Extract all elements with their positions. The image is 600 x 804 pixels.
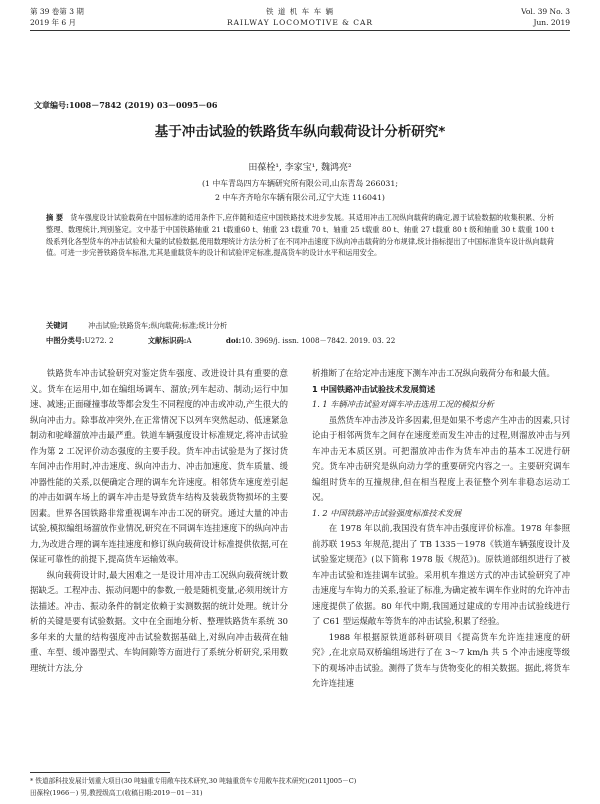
footnote-divider [30,772,170,773]
body-paragraph: 析推断了在给定冲击速度下测车冲击工况纵向载荷分布和最大值。 [312,368,555,378]
body-paragraph: 铁路货车冲击试验研究对鉴定货车强度、改进设计具有重要的意义。货车在运用中,如在编组场调车、溜放;列车起动、制动;运行中加速、减速;正面碰撞事故等都会发生不同程度的冲击或冲动,产生很大的纵向冲击力。除事故冲突外,在正常情况下以列车突然起动、低速紧急制动和驼峰溜放冲击最严重。铁道车辆强度设计标准规定,将冲击试验作为第 2 工况评价动态强度的主要手段。货车冲击试验是为了探讨货车间冲击作用时,冲击速度、纵向冲击力、冲击加速度、货车质量、缓冲器性能的关系,以便确定合理的调车允许速度。相邻货车速度差引起的冲击如调车场上的调车冲击是导致货车结构及装载货物损坏的主要因素。世界各国铁路非常重视调车冲击工况的研究。通过大量的冲击试验,模拟编组场溜放作业情况,研究在不同调车连挂速度下的纵向冲击力,为改进合理的调车连挂速度和修订纵向载荷设计标准提供依据,可在保证可靠性的前提下,提高货车运输效率。 [30,368,288,564]
volume-issue-en: Vol. 39 No. 3 [521,7,570,16]
left-column [30,366,288,676]
right-column [312,366,570,692]
date-cn: 2019 年 6 月 [30,18,77,27]
subsection-heading: 1. 1 车辆冲击试验对调车冲击选用工况的模拟分析 [312,399,494,409]
body-paragraph: 在 1978 年以前,我国没有货车冲击强度评价标准。1978 年参照前苏联 1953 年规范,提出了 TB 1335－1978《铁道车辆强度设计及试验鉴定规范》(以下简称 1978 版《规范》)。原铁道部组织进行了被车冲击试验和连挂调车试验。采用机车推送方式的冲击试验研究了冲击速度与车钩力的关系,验证了标准,为确定被车调车作业时的允许冲击速度提供了依据。80 年代中期,我国通过建成的专用冲击试验线进行了 C61 型运煤敞车等货车的冲击试验,积累了经验。 [312,523,570,626]
footnote-author: 田葆栓(1966－) 男,教授级高工(收稿日期:2019－01－31) [30,789,203,797]
volume-issue-cn: 第 39 卷第 3 期 [30,7,84,16]
header-right [521,6,570,28]
header-center [30,6,570,28]
doi-value: 10. 3969/j. issn. 1008－7842. 2019. 03. 22 [241,336,396,345]
article-number: 文章编号:1008－7842 (2019) 03－0095－06 [34,100,218,110]
journal-name-en: RAILWAY LOCOMOTIVE & CAR [226,18,374,27]
authors: 田葆栓¹, 李家宝¹, 魏鸿亮² [248,163,352,173]
abstract [46,212,554,259]
footnote-funding: * 铁道部科技发展计划重大项目(30 吨轴重专用敞车技术研究,30 吨轴重货车专用敞车技术研究)(2011J005－C) [30,777,357,785]
clc-value: U272. 2 [84,336,114,345]
footnote [30,775,570,799]
affiliation-1: (1 中车青岛四方车辆研究所有限公司,山东青岛 266031; [202,179,398,188]
subsection-heading: 1. 2 中国铁路冲击试验强度标准技术发展 [312,507,462,518]
affiliation-2: 2 中车齐齐哈尔车辆有限公司,辽宁大连 116041) [215,193,385,202]
keywords-label: 关键词 [46,321,68,330]
header-divider [30,30,570,31]
doc-code-label: 文献标识码: [147,336,187,345]
body-paragraph: 1988 年根据原铁道部科研项目《提高货车允许连挂速度的研究》,在北京局双桥编组场进行了在 3～7 km/h 共 5 个冲击速度等级下的观场冲击试验。测得了货车与货物变化的相关数据。据此,将货车允许连挂速 [312,631,570,688]
keywords [46,321,554,331]
keywords-text: 冲击试验;铁路货车;纵向载荷;标准;统计分析 [88,321,228,330]
abstract-label: 摘 要 [46,213,64,222]
body-paragraph: 虽然货车冲击涉及许多因素,但是如果不考虑产生冲击的因素,只讨论由于相邻两货车之间存在速度差而发生冲击的过程,则溜放冲击与列车冲击无本质区别。可把溜放冲击作为货车冲击的基本工况进行研究。货车冲击研究是纵向动力学的重要研究内容之一。主要研究调车编组时货车的互撞规律,但在相当程度上表征整个列车非稳态运动工况。 [312,414,570,502]
doc-code-value: A [186,336,192,345]
paper-title: 基于冲击试验的铁路货车纵向载荷设计分析研究* [154,124,446,140]
body-paragraph: 纵向载荷设计时,最大困难之一是设计用冲击工况纵向载荷统计数据缺乏。工程冲击、振动问题中的参数,一般是随机变量,必须用统计方法描述。冲击、振动条件的制定依赖于实测数据的统计处理。统计分析的关键是要有试验数据。文中在全面地分析、整理铁路货车系统 30 多年来的大量的结构强度冲击试验数据基础上,对纵向冲击载荷在轴重、车型、缓冲器型式、车钩间隙等方面进行了系统分析研究,采用数理统计方法,分 [30,569,288,673]
abstract-text: 货车强度设计试验载荷在中国标准的适用条件下,应伴随和适应中国铁路技术进步发展。其适用冲击工况纵向载荷的确定,源于试验数据的收集积累、分析整理、数理统计,判别鉴定。文中基于中国铁路轴重 21 t载重60 t、轴重 23 t载重 70 t、轴重 25 t载重 80 t、轴重 27 t载重 80 t 级和轴重 30 t 载重 100 t 级系列化各型货车的冲击试验和大量的试验数据,使用数理统计方法分析了在不同冲击速度下纵向冲击载荷的分布规律,统计指标提出了中国标准货车设计纵向载荷值。可进一步完善铁路货车标准,尤其是重载货车的设计和试验评定标准,提高货车的设计水平和运用安全。 [46,213,555,258]
doi-label: doi: [225,336,242,345]
classification-line [46,336,554,346]
section-heading: 1 中国铁路冲击试验技术发展简述 [312,383,436,394]
clc-label: 中图分类号: [46,336,85,345]
date-en: Jun. 2019 [533,18,570,27]
running-header [30,6,570,32]
journal-name-cn: 铁 道 机 车 车 辆 [266,7,334,16]
